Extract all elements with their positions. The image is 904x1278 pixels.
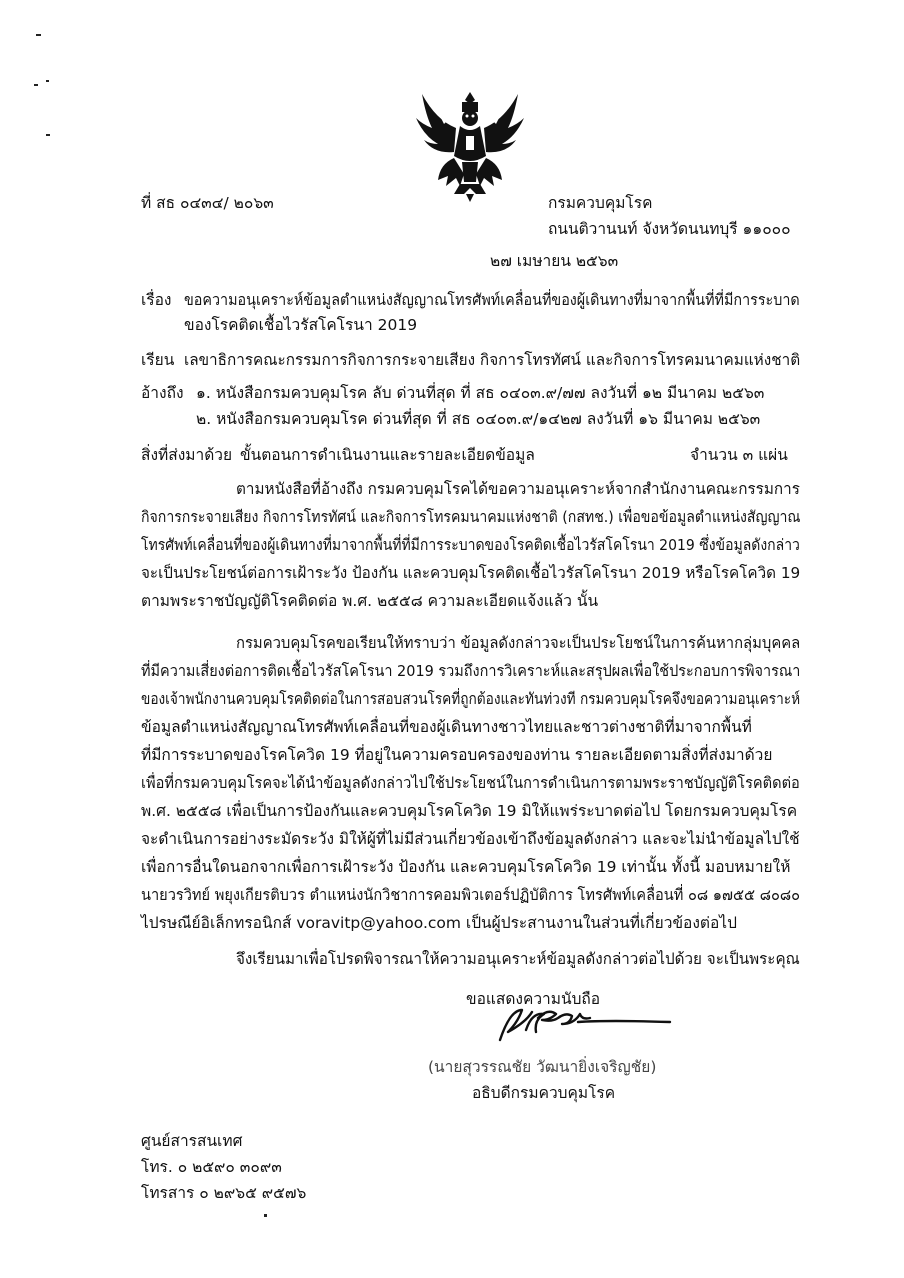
issuing-address: ถนนติวานนท์ จังหวัดนนทบุรี ๑๑๐๐๐ xyxy=(548,220,791,238)
para2-line: ข้อมูลตำแหน่งสัญญาณโทรศัพท์เคลื่อนที่ของผู้เดินทางชาวไทยและชาวต่างชาติที่มาจากพื้นที่ xyxy=(141,718,752,736)
scan-mark xyxy=(46,80,49,82)
footer-fax: โทรสาร ๐ ๒๙๖๕ ๙๕๗๖ xyxy=(141,1184,307,1202)
para2-line: ที่มีความเสี่ยงต่อการติดเชื้อไวรัสโคโรนา 2019 รวมถึงการวิเคราะห์และสรุปผลเพื่อใช้ประกอบการพิจารณา xyxy=(141,662,801,680)
footer-unit: ศูนย์สารสนเทศ xyxy=(141,1132,243,1150)
signer-title: อธิบดีกรมควบคุมโรค xyxy=(472,1084,616,1102)
scan-mark xyxy=(34,84,38,86)
enclosure-text: ขั้นตอนการดำเนินงานและรายละเอียดข้อมูล xyxy=(240,446,535,464)
handwritten-signature-icon xyxy=(486,1000,686,1048)
para2-line: นายวรวิทย์ พยุงเกียรติบวร ตำแหน่งนักวิชาการคอมพิวเตอร์ปฏิบัติการ โทรศัพท์เคลื่อนที่ ๐๘ ๑๗๕๕ ๘๐๘๐ xyxy=(141,886,801,904)
para1-line: ตามพระราชบัญญัติโรคติดต่อ พ.ศ. ๒๕๕๘ ความละเอียดแจ้งแล้ว นั้น xyxy=(141,592,599,610)
issuing-organization: กรมควบคุมโรค xyxy=(548,194,653,212)
document-number: ที่ สธ ๐๔๓๔/ ๒๐๖๓ xyxy=(141,194,274,212)
subject-label: เรื่อง xyxy=(141,291,172,309)
para2-line: ที่มีการระบาดของโรคโควิด 19 ที่อยู่ในความครอบครองของท่าน รายละเอียดตามสิ่งที่ส่งมาด้วย xyxy=(141,746,773,764)
recipient-text: เลขาธิการคณะกรรมการกิจการกระจายเสียง กิจการโทรทัศน์ และกิจการโทรคมนาคมแห่งชาติ xyxy=(184,351,801,369)
scan-mark xyxy=(36,34,41,36)
scan-mark xyxy=(264,1214,267,1217)
para2-line: เพื่อที่กรมควบคุมโรคจะได้นำข้อมูลดังกล่าวไปใช้ประโยชน์ในการดำเนินการตามพระราชบัญญัติโรคติดต่อ xyxy=(141,774,800,792)
para2-line: ไปรษณีย์อิเล็กทรอนิกส์ voravitp@yahoo.com เป็นผู้ประสานงานในส่วนที่เกี่ยวข้องต่อไป xyxy=(141,914,737,932)
footer-phone: โทร. ๐ ๒๕๙๐ ๓๐๙๓ xyxy=(141,1158,282,1176)
para2-line: จะดำเนินการอย่างระมัดระวัง มิให้ผู้ที่ไม่มีส่วนเกี่ยวข้องเข้าถึงข้อมูลดังกล่าว และจะไม่นำข้อมูลไปใช้ xyxy=(141,830,800,848)
reference-2: ๒. หนังสือกรมควบคุมโรค ด่วนที่สุด ที่ สธ ๐๔๐๓.๙/๑๔๒๗ ลงวันที่ ๑๖ มีนาคม ๒๕๖๓ xyxy=(196,410,761,428)
para3-line: จึงเรียนมาเพื่อโปรดพิจารณาให้ความอนุเคราะห์ข้อมูลดังกล่าวต่อไปด้วย จะเป็นพระคุณ xyxy=(236,950,800,968)
recipient-label: เรียน xyxy=(141,351,175,369)
subject-line-1: ขอความอนุเคราะห์ข้อมูลตำแหน่งสัญญาณโทรศัพท์เคลื่อนที่ของผู้เดินทางที่มาจากพื้นที่ที่มีการระบาด xyxy=(184,291,800,309)
letter-date: ๒๗ เมษายน ๒๕๖๓ xyxy=(490,252,619,270)
para1-line: ตามหนังสือที่อ้างถึง กรมควบคุมโรคได้ขอความอนุเคราะห์จากสำนักงานคณะกรรมการ xyxy=(236,480,800,498)
para1-line: จะเป็นประโยชน์ต่อการเฝ้าระวัง ป้องกัน และควบคุมโรคติดเชื้อไวรัสโคโรนา 2019 หรือโรคโควิด 19 xyxy=(141,564,801,582)
signer-name: (นายสุวรรณชัย วัฒนายิ่งเจริญชัย) xyxy=(428,1058,657,1076)
scan-mark xyxy=(46,134,50,136)
garuda-emblem-icon xyxy=(410,86,530,204)
closing-salutation: ขอแสดงความนับถือ xyxy=(466,990,601,1008)
enclosure-count: จำนวน ๓ แผ่น xyxy=(690,446,788,464)
reference-1: ๑. หนังสือกรมควบคุมโรค ลับ ด่วนที่สุด ที่ สธ ๐๔๐๓.๙/๗๗ ลงวันที่ ๑๒ มีนาคม ๒๕๖๓ xyxy=(196,384,765,402)
para1-line: โทรศัพท์เคลื่อนที่ของผู้เดินทางที่มาจากพื้นที่ที่มีการระบาดของโรคติดเชื้อไวรัสโคโรนา 2019 ซึ่งข้อมูลดังกล่าว xyxy=(141,536,800,554)
enclosure-label: สิ่งที่ส่งมาด้วย xyxy=(141,446,233,464)
para2-line: ของเจ้าพนักงานควบคุมโรคติดต่อในการสอบสวนโรคที่ถูกต้องและทันท่วงที กรมควบคุมโรคจึงขอความอนุเคราะห์ xyxy=(141,690,801,708)
para2-line: เพื่อการอื่นใดนอกจากเพื่อการเฝ้าระวัง ป้องกัน และควบคุมโรคโควิด 19 เท่านั้น ทั้งนี้ มอบหมายให้ xyxy=(141,858,791,876)
para1-line: กิจการกระจายเสียง กิจการโทรทัศน์ และกิจการโทรคมนาคมแห่งชาติ (กสทช.) เพื่อขอข้อมูลตำแหน่งสัญญาณ xyxy=(141,508,801,526)
reference-label: อ้างถึง xyxy=(141,384,184,402)
subject-line-2: ของโรคติดเชื้อไวรัสโคโรนา 2019 xyxy=(184,316,418,334)
para2-line: พ.ศ. ๒๕๕๘ เพื่อเป็นการป้องกันและควบคุมโรคโควิด 19 มิให้แพร่ระบาดต่อไป โดยกรมควบคุมโรค xyxy=(141,802,798,820)
para2-line: กรมควบคุมโรคขอเรียนให้ทราบว่า ข้อมูลดังกล่าวจะเป็นประโยชน์ในการค้นหากลุ่มบุคคล xyxy=(236,634,801,652)
